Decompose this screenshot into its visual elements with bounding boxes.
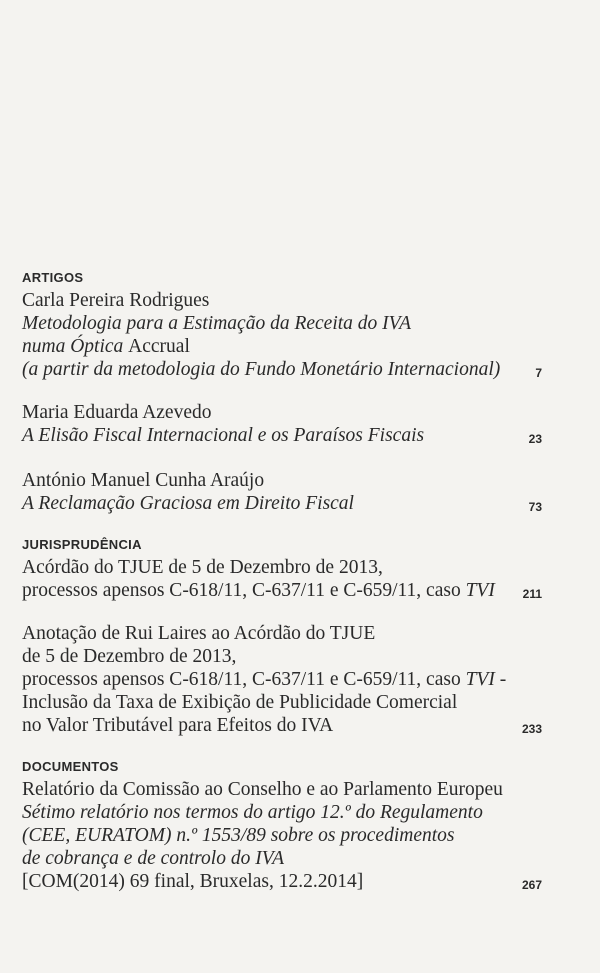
entry-title: A Elisão Fiscal Internacional e os Paraísos Fiscais (22, 425, 425, 446)
entry-line (22, 579, 512, 602)
toc-entry-relatorio[interactable] (22, 778, 542, 893)
page-number: 211 (522, 587, 542, 601)
entry-line: Anotação de Rui Laires ao Acórdão do TJUE (22, 623, 376, 644)
entry-title-part: numa Óptica (22, 336, 129, 357)
toc-entry-acordao[interactable] (22, 556, 542, 602)
section-heading-documentos: DOCUMENTOS (22, 759, 119, 774)
toc-entry-azevedo[interactable] (22, 401, 542, 447)
entry-line-case: TVI (465, 580, 495, 601)
entry-line-text: processos apensos C-618/11, C-637/11 e C-659/11, caso (22, 669, 466, 690)
entry-line: no Valor Tributável para Efeitos do IVA (22, 715, 334, 736)
entry-line-case: TVI (465, 669, 495, 690)
entry-line: (CEE, EURATOM) n.º 1553/89 sobre os procedimentos (22, 825, 455, 846)
page-number: 73 (528, 500, 542, 514)
entry-title: Metodologia para a Estimação da Receita do IVA (22, 313, 412, 334)
entry-line: Inclusão da Taxa de Exibição de Publicidade Comercial (22, 692, 458, 713)
entry-line: de cobrança e de controlo do IVA (22, 848, 285, 869)
entry-line: de 5 de Dezembro de 2013, (22, 646, 237, 667)
entry-title-term: Accrual (128, 336, 190, 357)
page-number: 233 (521, 722, 542, 736)
entry-title-cont (22, 335, 512, 358)
entry-author: Carla Pereira Rodrigues (22, 290, 210, 311)
toc-entry-rodrigues[interactable] (22, 289, 542, 381)
entry-line (22, 668, 512, 691)
page-number: 7 (535, 366, 542, 380)
entry-subtitle: (a partir da metodologia do Fundo Monetário Internacional) (22, 359, 501, 380)
entry-line: Relatório da Comissão ao Conselho e ao Parlamento Europeu (22, 779, 503, 800)
entry-line-text: processos apensos C-618/11, C-637/11 e C-659/11, caso (22, 580, 466, 601)
entry-line: Sétimo relatório nos termos do artigo 12.º do Regulamento (22, 802, 483, 823)
page-number: 23 (528, 432, 542, 446)
page-number: 267 (521, 878, 542, 892)
entry-line: [COM(2014) 69 final, Bruxelas, 12.2.2014] (22, 871, 364, 892)
entry-line: Acórdão do TJUE de 5 de Dezembro de 2013, (22, 557, 383, 578)
section-heading-artigos: ARTIGOS (22, 270, 84, 285)
entry-author: António Manuel Cunha Araújo (22, 470, 265, 491)
section-heading-jurisprudencia: JURISPRUDÊNCIA (22, 537, 142, 552)
entry-title: A Reclamação Graciosa em Direito Fiscal (22, 493, 354, 514)
entry-line-dash: - (494, 669, 507, 690)
table-of-contents (22, 270, 542, 893)
toc-entry-araujo[interactable] (22, 469, 542, 515)
entry-author: Maria Eduarda Azevedo (22, 402, 212, 423)
toc-entry-anotacao[interactable] (22, 622, 542, 737)
